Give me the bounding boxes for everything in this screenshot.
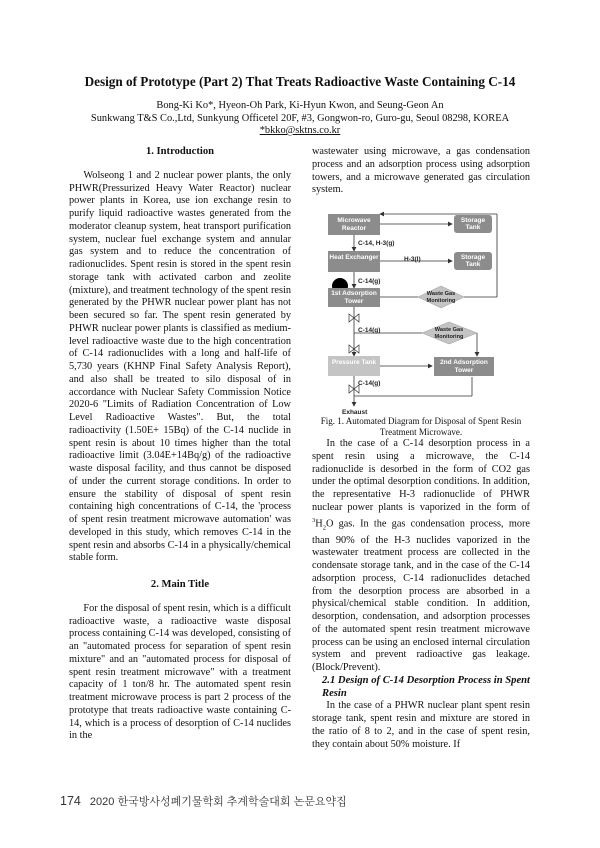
right-column: [312, 146, 530, 751]
paper-title: Design of Prototype (Part 2) That Treats Radioactive Waste Containing C-14: [84, 74, 516, 89]
author-affiliation: Sunkwang T&S Co.,Ltd, Sunkyung Officetel 20F, #3, Gongwon-ro, Guro-gu, Seoul 08298, KOREA: [90, 112, 510, 124]
flow-label-c14-g-1: C-14(g): [358, 278, 381, 285]
heat-exchanger-label: Heat Exchanger: [329, 254, 379, 261]
footer-text: 2020 한국방사성폐기물학회 추계학술대회 논문요약집: [89, 796, 347, 808]
adsorption-tower-2-label: 2nd Adsorption Tower: [440, 359, 488, 374]
formula-h: H: [315, 517, 323, 529]
desorption-text-a: In the case of a C-14 desorption process in a spent resin using a microwave, the C-14 radionuclide is desorbed in the form of CO2 gas under the optimal desorption conditions. In addition, the representative H-3 radionuclide of PHWR nuclear power plants is vaporized in the form of: [312, 438, 530, 513]
author-email: [40, 125, 560, 138]
waste-gas-monitoring-2: Waste Gas Monitoring: [434, 327, 464, 340]
storage-tank-1: [454, 215, 492, 233]
subsection-paragraph: In the case of a PHWR nuclear plant spent resin storage tank, spent resin and mixture are stored in the ratio of 8 to 2, and in the case of spent resin, they contain about 50% moisture. If: [312, 700, 530, 750]
flow-label-c14-h3: C-14, H-3(g): [358, 240, 395, 247]
adsorption-tower-1-box: [328, 288, 380, 307]
right-top-paragraph: wastewater using microwave, a gas condensation process and an adsorption process using adsorption towers, and a microwave generated gas circulation system.: [312, 146, 530, 196]
superscript-3: 3: [312, 516, 316, 524]
intro-heading: 1. Introduction: [145, 146, 215, 157]
storage-tank-2: [454, 252, 492, 270]
desorption-paragraph: [312, 438, 530, 675]
flow-label-c14-g-2: C-14(g): [358, 327, 381, 334]
flow-label-h3-l: H-3(l): [404, 256, 421, 263]
diagram-connectors: [312, 206, 530, 416]
intro-paragraph: Wolseong 1 and 2 nuclear power plants, the only PHWR(Pressurized Heavy Water Reactor) nuclear power plants in Korea, use ion exchange resin to purify liquid radioactive wastes generated from the moderator cleanup system, heat transport purification system, nuclear fuel exchange system and annular gas system and to reduce the concentration of radionuclides. Spent resin is stored in the spent resin storage tank with activated carbon and zeolite (mixture), and treatment technology of the spent resin generated by the PHWR nuclear power plant has not been secured so far. The spent resin generated by PHWR nuclear power plants is classified as medium-level radioactive waste due to the high concentration of C-14 radionuclides with a long and half-life of 5,730 years (KHNP Final Safety Analysis Report), and also shall be treated to silo disposal of in accordance with Nuclear Safety Commission Notice 2020-6 "Limits of Radiation Concentration of Low Level Radioactive Wastes". But, the total radioactivity (1.50E+ 15Bq) of the C-14 nuclide in spent resin is about 10 times higher than the total radioactive limit (3.04E+14Bq/g) of the radioactive waste disposal facility, and thus cannot be disposed of under the current storage conditions. In order to ensure the stability of disposal of spent resin containing high concentrations of C-14, the 'process of spent resin treatment microwave automation' was developed in this study, which removes C-14 in the spent resin and absorbs C-14 in a physically/chemical stable form.: [69, 169, 291, 564]
storage-tank-2-label: Storage Tank: [460, 253, 486, 268]
storage-tank-1-label: Storage Tank: [460, 216, 486, 231]
subsection-heading: 2.1 Design of C-14 Desorption Process in Spent Resin: [322, 674, 530, 699]
pressure-tank-label: Pressure Tank: [331, 358, 377, 366]
microwave-reactor-label: Microwave Reactor: [337, 217, 371, 232]
process-diagram: [312, 206, 530, 416]
microwave-reactor-box: [328, 214, 380, 235]
main-heading: 2. Main Title: [150, 579, 210, 590]
email-link[interactable]: *bkko@sktns.co.kr: [259, 125, 341, 136]
main-paragraph: For the disposal of spent resin, which is a difficult radioactive waste, a radioactive waste disposal process containing C-14 was developed, consisting of an "automated process for separation of spent resin mixture" and an "automated process for disposal of spent resin treatment microwave" with a treatment capacity of 1 ton/8 hr. The automated spent resin treatment microwave process is part 2 process of the prototype that treats radioactive waste containing C-14, which is a process of desorption of C-14 nuclides in the: [69, 602, 291, 742]
pressure-tank-box: [328, 356, 380, 376]
page-number: 174: [60, 794, 81, 808]
exhaust-label: Exhaust: [342, 409, 368, 416]
waste-gas-monitoring-1: Waste Gas Monitoring: [426, 291, 456, 304]
page-footer: [60, 793, 347, 809]
left-column: [69, 146, 291, 743]
adsorption-tower-2-box: [434, 357, 494, 376]
subscript-2: 2: [322, 523, 326, 531]
flow-label-c14-g-3: C-14(g): [358, 380, 381, 387]
author-block: [40, 100, 560, 138]
adsorption-tower-1-label: 1st Adsorption Tower: [331, 290, 377, 305]
desorption-text-b: O gas. In the gas condensation process, more than 90% of the H-3 nuclides vaporized in the wastewater treatment process are collected in the condensate storage tank, and in the case of the C-14 adsorption process, C-14 radionuclides detached from the desorption process are absorbed in a physical/chemical stable condition. In addition, desorption, condensation, and adsorption processes of the automated spent resin treatment microwave process can be using an enclosed internal circulation system and prevent radioactive gas leakage. (Block/Prevent).: [312, 517, 530, 674]
heat-exchanger-box: [328, 251, 380, 272]
author-names: Bong-Ki Ko*, Hyeon-Oh Park, Ki-Hyun Kwon, and Seung-Geon An: [156, 100, 444, 111]
figure-caption: Fig. 1. Automated Diagram for Disposal of Spent Resin Treatment Microwave.: [320, 416, 522, 437]
